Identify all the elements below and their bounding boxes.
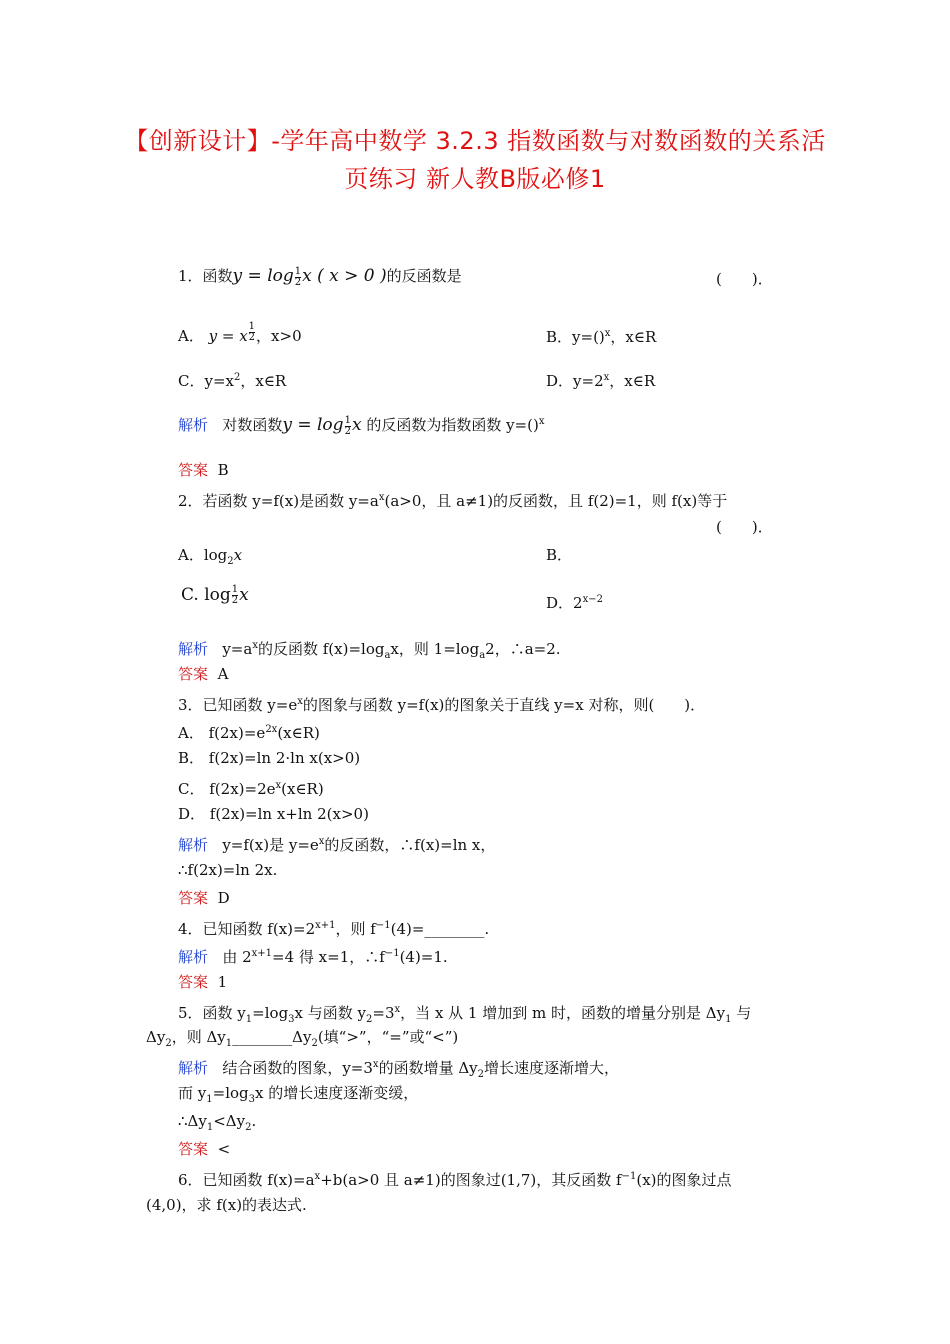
q3-option-c: C． $f(2x)=2e^x(x\in R)$ <box>178 780 324 798</box>
q2-option-c: C. log $\frac{1}{2}$ x <box>181 584 249 606</box>
analysis-label: 解析 <box>178 416 209 434</box>
q3-stem: 3．已知函数 $y=e^x$的图象与函数 y=f(x)的图象关于直线 y=x 对称，则( )． <box>178 696 706 714</box>
q4-analysis: 解析 由 $2^{x+1}=4$ 得 x=1，$\therefore f^{-1}(4)=1$. <box>178 948 448 966</box>
q3-option-b: B． f(2x)=ln 2·ln x(x>0) <box>178 749 361 767</box>
q1-answer: 答案 B <box>178 461 229 479</box>
q2-stem: 2．若函数 y=f(x)是函数 $y=a^x(a>0$，且 a≠1)的反函数，且 f(2)=1，则 f(x)等于 <box>178 492 728 510</box>
q5-stem-line2: $\Delta y_2$，则 $\Delta y_1\_\_\_\_\_\_\_\_\Delta y_2$(填“>”，“=”或“<”) <box>146 1028 459 1049</box>
q1-option-c: C．$y=x^2$，x∈R <box>178 372 287 390</box>
q1-option-d: D．$y=2^x$，x∈R <box>546 372 656 390</box>
q2-answer: 答案 A <box>178 665 229 683</box>
q3-answer: 答案 D <box>178 889 230 907</box>
q5-answer: 答案 < <box>178 1140 231 1158</box>
q2-option-d: D．$2^{x-2}$ <box>546 594 603 612</box>
q1-option-a: A． y = x $^{\frac{1}{2}}$ ，x>0 <box>178 321 302 345</box>
q1-stem: 1．函数y = log $\frac{1}{2}$ x ( x > 0 )的反函数是 <box>178 265 462 288</box>
q3-analysis-line2: ∴f(2x)=ln 2x. <box>178 861 278 879</box>
q3-analysis: 解析 y=f(x)是 $y=e^x$的反函数，∴f(x)=ln x， <box>178 836 496 854</box>
q2-option-b: B． <box>546 546 573 564</box>
q2-analysis: 解析 $y=a^x$的反函数 $f(x)=\log_ax$，则 $1=\log_a2$，∴a=2. <box>178 640 561 661</box>
q6-stem-line2: (4,0)，求 f(x)的表达式. <box>146 1196 307 1214</box>
q1-analysis: 解析 对数函数y = log $\frac{1}{2}$ x 的反函数为指数函数 y=()$^x$ <box>178 414 545 437</box>
q1-answer-paren: ( )． <box>716 270 773 288</box>
page-title: 【创新设计】-学年高中数学 3.2.3 指数函数与对数函数的关系活 <box>124 127 826 155</box>
q1-option-b: B．y=()$^x$，x∈R <box>546 328 657 346</box>
q3-option-d: D． f(2x)=ln x+ln 2(x>0) <box>178 805 369 823</box>
q5-analysis: 解析 结合函数的图象，$y=3^x$的函数增量 $\Delta y_2$增长速度逐渐增大， <box>178 1059 620 1080</box>
q5-analysis-line3: $\therefore\Delta y_1<\Delta y_2$. <box>178 1112 257 1133</box>
q2-option-a: A．$\log_2x$ <box>178 546 243 567</box>
q6-stem: 6．已知函数 $f(x)=a^x+b(a>0$ 且 a≠1)的图象过(1,7)，其反函数 $f^{-1}(x)$的图象过点 <box>178 1171 732 1189</box>
q4-answer: 答案 1 <box>178 973 228 991</box>
page-title-line2: 页练习 新人教B版必修1 <box>344 165 606 193</box>
q5-analysis-line2: 而 $y_1=\log_3x$ 的增长速度逐渐变缓， <box>178 1084 419 1105</box>
q4-stem: 4．已知函数 $f(x)=2^{x+1}$，则 $f^{-1}(4)=\_\_\_\_\_\_\_\_$. <box>178 920 490 938</box>
q3-option-a: A． $f(2x)=e^{2x}(x\in R)$ <box>178 724 320 742</box>
answer-label: 答案 <box>178 461 209 479</box>
q2-answer-paren: ( )． <box>716 518 773 536</box>
q5-stem: 5．函数 $y_1=\log_3x$ 与函数 $y_2=3^x$，当 x 从 1 增加到 m 时，函数的增量分别是 $\Delta y_1$ 与 <box>178 1004 752 1025</box>
